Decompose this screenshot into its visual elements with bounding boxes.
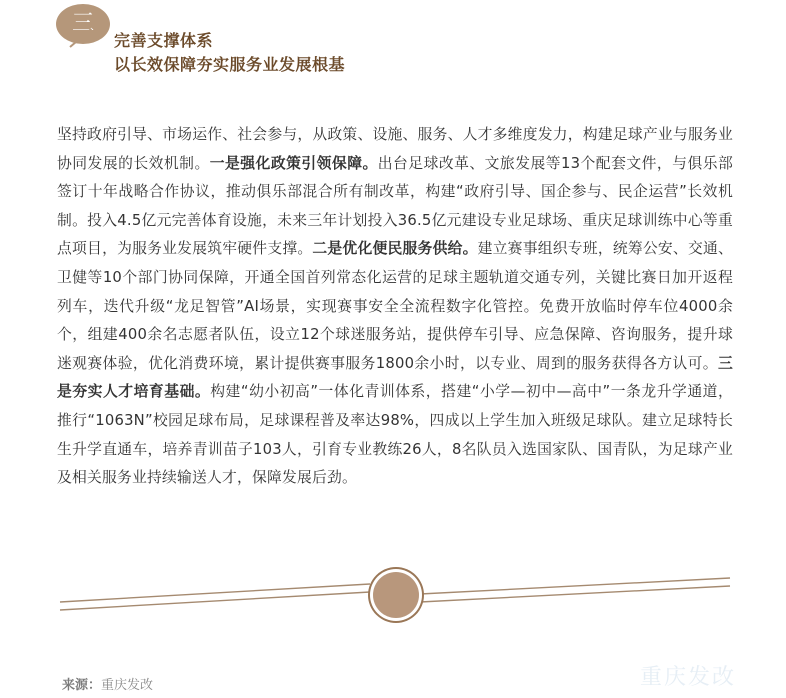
source-line (62, 674, 153, 693)
divider-right-line-1 (420, 578, 730, 594)
paragraph-intro: 坚持政府引导、市场运作、社会参与，从政策、设施、服务、人才多维度发力，构建足球产业与服务业协同发展的长效机制。 (57, 126, 733, 172)
divider-left-line-1 (60, 584, 370, 602)
divider-right-line-2 (420, 586, 730, 602)
source-value: 重庆发改 (101, 678, 154, 693)
divider-circle-ornament (373, 572, 419, 618)
divider-left-line-2 (60, 592, 370, 610)
paragraph-service: 建立赛事组织专班，统筹公安、交通、卫健等10个部门协同保障，开通全国首列常态化运营的足球主题轨道交通专列，关键比赛日加开返程列车，迭代升级“龙足智管”AI场景，实现赛事安全全流程数字化管控。免费开放临时停车位4000余个，组建400余名志愿者队伍，设立12个球迷服务站，提供停车引导、应急保障、咨询服务，提升球迷观赛体验，优化消费环境，累计提供赛事服务1800余小时，以专业、周到的服务获得各方认可。 (57, 240, 733, 372)
article-body (57, 121, 733, 493)
heading-line-1: 完善支撑体系 (114, 31, 214, 50)
section-heading (114, 29, 345, 77)
paragraph-talent: 构建“幼小初高”一体化青训体系，搭建“小学—初中—高中”一条龙升学通道，推行“1063N”校园足球布局，足球课程普及率达98%，四成以上学生加入班级足球队。建立足球特长生升学直通车，培养青训苗子103人，引育专业教练26人，8名队员入选国家队、国青队，为足球产业及相关服务业持续输送人才，保障发展后劲。 (57, 383, 733, 487)
highlight-talent: 三是夯实人才培育基础。 (57, 354, 733, 401)
section-number: 三 (71, 11, 94, 36)
highlight-policy: 一是强化政策引领保障。 (209, 154, 378, 172)
highlight-service: 二是优化便民服务供给。 (312, 240, 478, 258)
section-number-badge (56, 4, 110, 44)
heading-line-2: 以长效保障夯实服务业发展根基 (114, 55, 346, 74)
watermark: 重庆发改 (640, 665, 737, 690)
paragraph-policy: 出台足球改革、文旅发展等13个配套文件，与俱乐部签订十年战略合作协议，推动俱乐部混合所有制改革，构建“政府引导、国企参与、民企运营”长效机制。投入4.5亿元完善体育设施，未来三年计划投入36.5亿元建设专业足球场、重庆足球训练中心等重点项目，为服务业发展筑牢硬件支撑。 (57, 154, 733, 258)
source-label: 来源： (62, 678, 102, 693)
